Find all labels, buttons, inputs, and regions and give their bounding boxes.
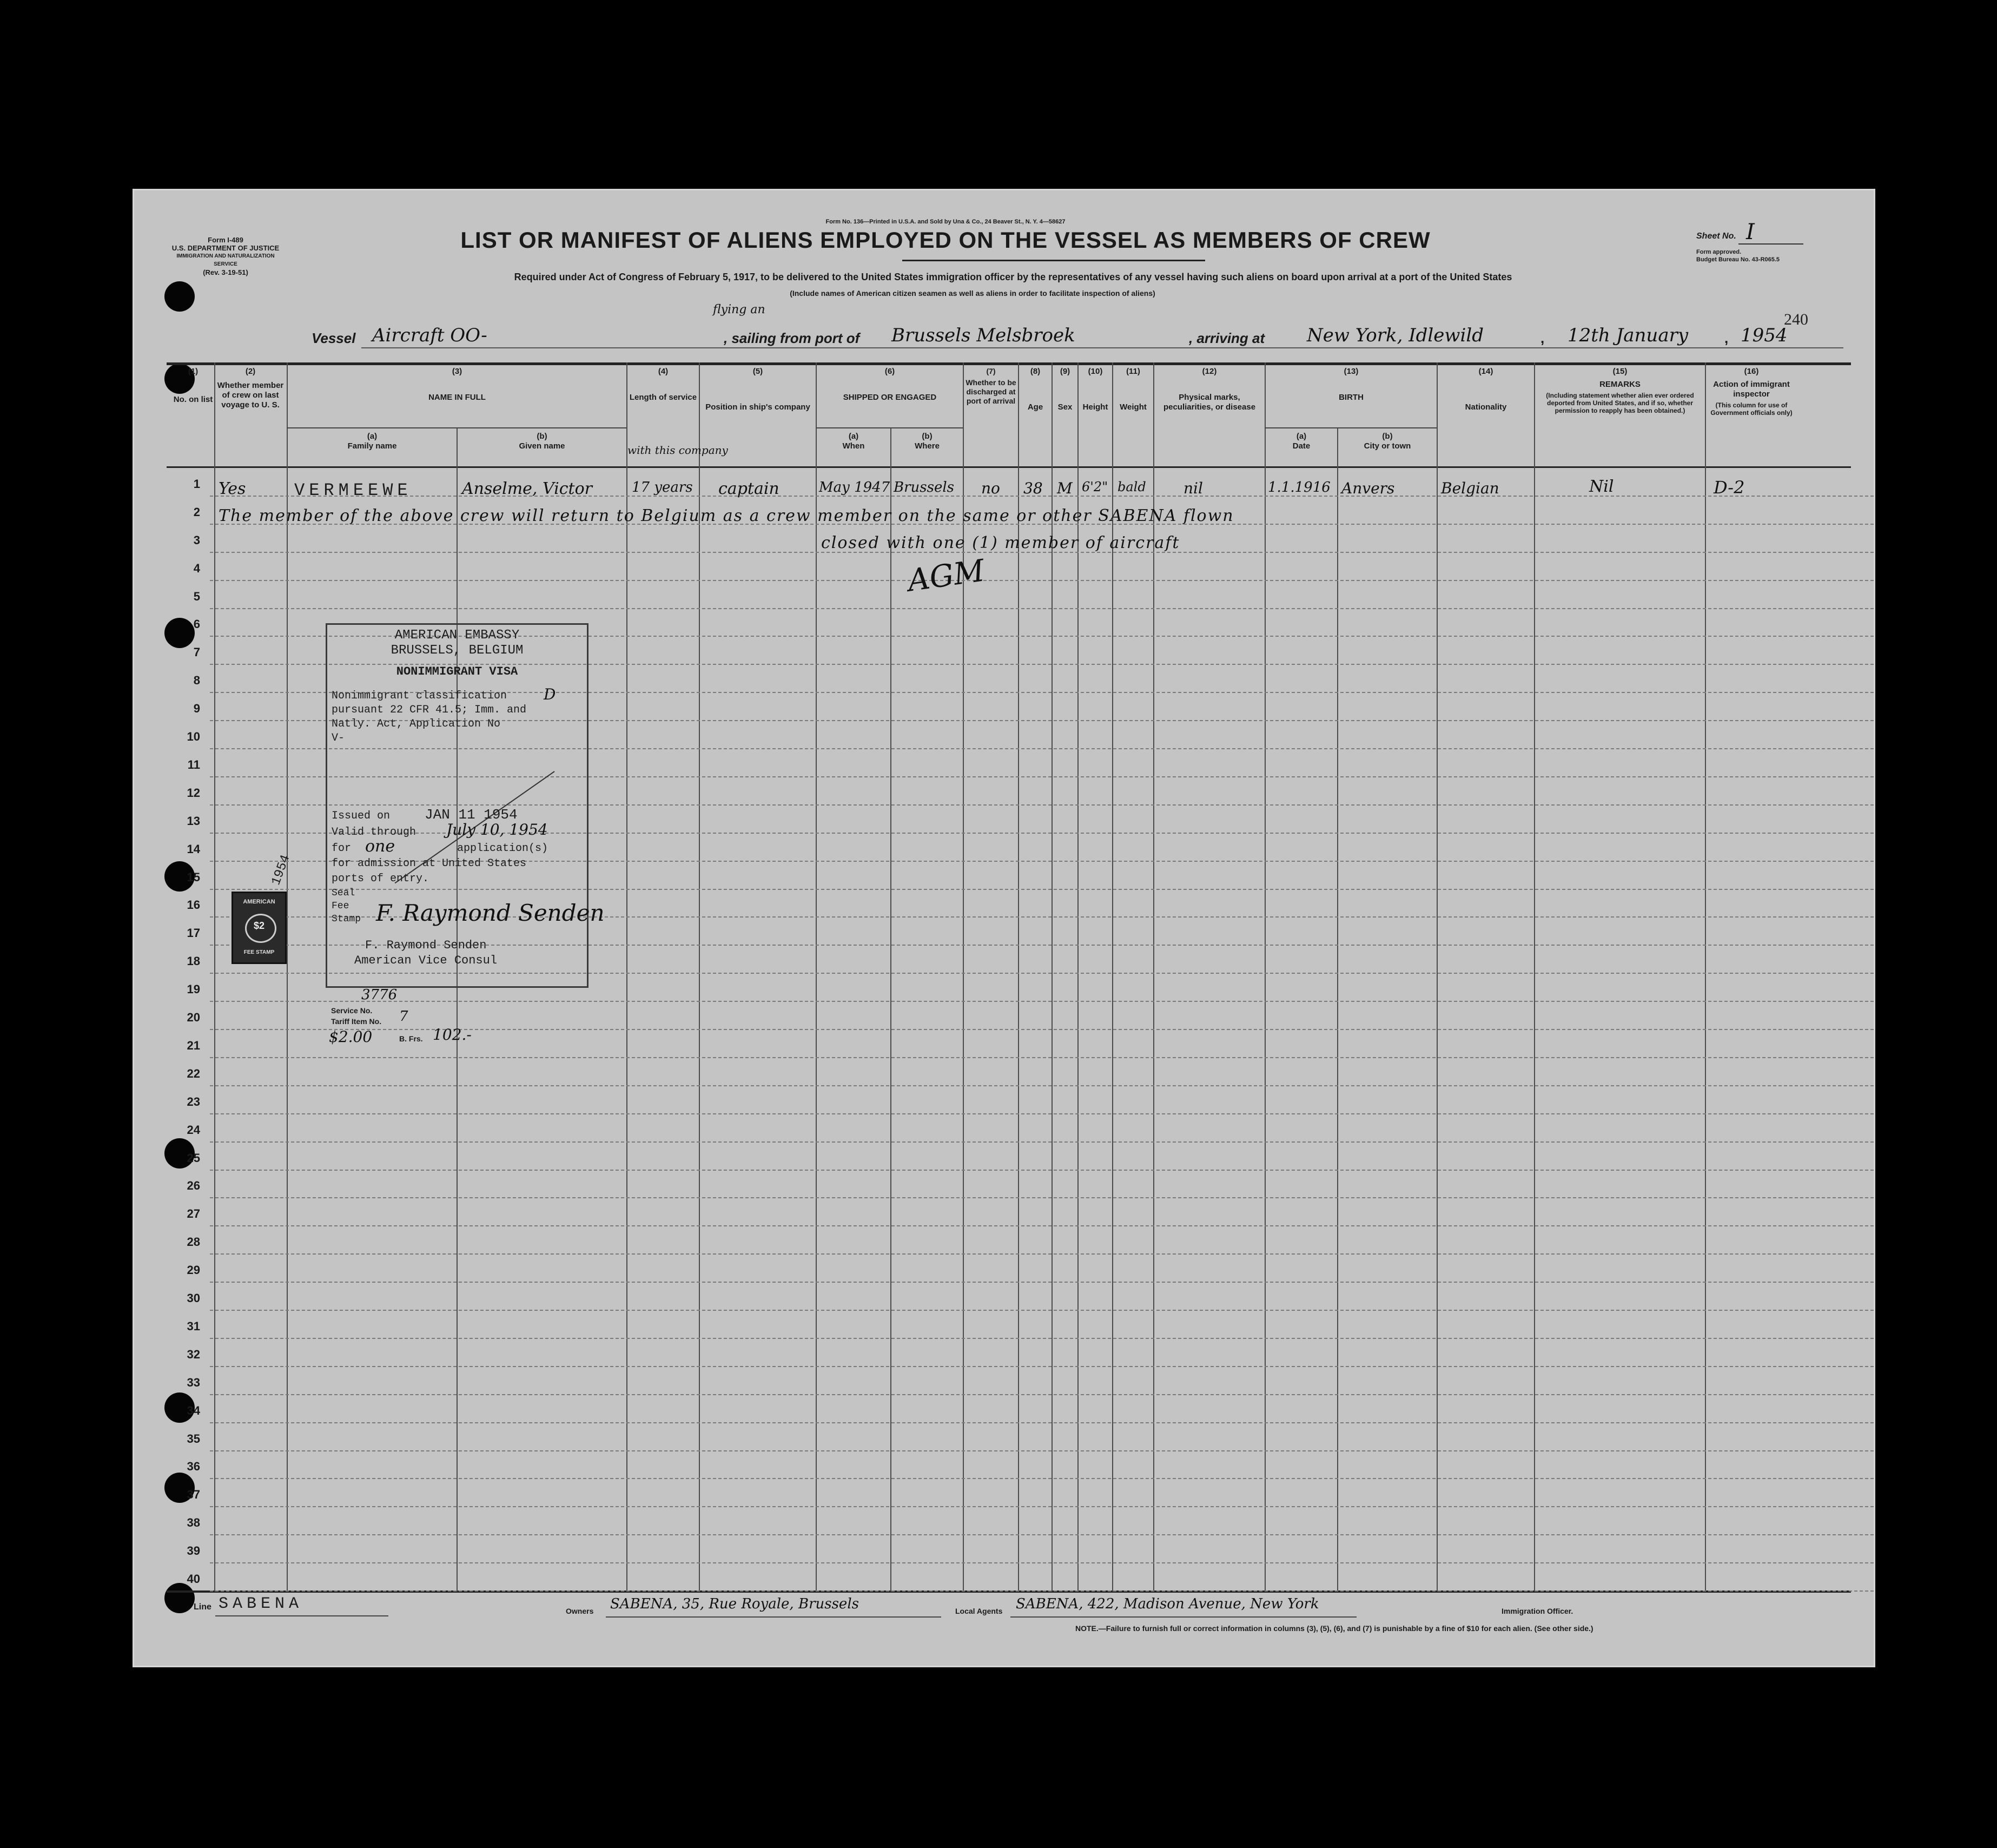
col-13a-label: Date	[1292, 441, 1311, 451]
row1-when: May 1947	[819, 479, 890, 496]
owners-underline	[606, 1616, 941, 1618]
row-number: 8	[193, 674, 200, 687]
stamp-line-1: AMERICAN EMBASSY	[394, 628, 520, 643]
col-6a-header	[817, 432, 890, 451]
stamp-stamp: Stamp	[332, 914, 361, 925]
col-13b-num: (b)	[1382, 432, 1393, 441]
stamp-class-value: D	[544, 685, 556, 703]
subheader-rule	[816, 427, 963, 428]
stamp-seal: Seal	[332, 888, 355, 899]
col-8-num: (8)	[1030, 367, 1041, 376]
col-13a-header	[1266, 432, 1337, 451]
page-title: LIST OR MANIFEST OF ALIENS EMPLOYED ON THE VESSEL AS MEMBERS OF CREW	[460, 227, 1431, 253]
col-1-label: No. on list	[173, 395, 213, 404]
stamp-for-suffix: application(s)	[457, 842, 548, 855]
col-6b-num: (b)	[922, 432, 933, 441]
col-3b-label: Given name	[519, 441, 565, 451]
row-number: 5	[193, 590, 200, 603]
col-3a-num: (a)	[367, 432, 378, 441]
row1-nationality: Belgian	[1441, 479, 1499, 497]
consul-name: F. Raymond Senden	[365, 939, 487, 952]
row-number: 19	[187, 982, 200, 996]
col-7-header	[964, 367, 1018, 406]
row-number: 7	[193, 645, 200, 659]
note-label: NOTE.	[1075, 1624, 1099, 1633]
row-number: 11	[187, 758, 200, 771]
date-value: 12th January	[1568, 325, 1689, 346]
row-rule	[210, 1590, 1874, 1592]
form-id-line: Form I-489	[208, 236, 243, 244]
service-line: IMMIGRATION AND NATURALIZATION SERVICE	[176, 253, 275, 267]
punch-hole	[164, 281, 195, 312]
comma-sep: ,	[1540, 330, 1545, 346]
flying-note: flying an	[713, 303, 765, 316]
col-9-num: (9)	[1060, 367, 1070, 376]
department-line: U.S. DEPARTMENT OF JUSTICE	[171, 244, 280, 252]
col-15-num: (15)	[1612, 367, 1628, 376]
row-number: 10	[187, 730, 200, 743]
stamp-valid-label: Valid through	[332, 826, 416, 839]
row1-discharged: no	[981, 479, 1000, 497]
col-9-label: Sex	[1057, 402, 1073, 412]
row-number: 27	[187, 1207, 200, 1220]
vessel-value: Aircraft OO-	[372, 325, 487, 346]
row-number: 17	[187, 926, 200, 940]
row-number: 20	[187, 1011, 200, 1024]
col-12-label: Physical marks, peculiarities, or disease	[1163, 393, 1256, 412]
col-2-header	[215, 367, 286, 410]
col-4-header	[627, 367, 699, 402]
col-3-num: (3)	[452, 367, 462, 376]
subheader-rule	[287, 427, 626, 428]
row-number: 36	[187, 1460, 200, 1473]
row-rule	[210, 1422, 1874, 1423]
fee-bfr-value: 102.-	[433, 1026, 472, 1044]
stamp-line-2: BRUSSELS, BELGIUM	[391, 643, 524, 658]
row-rule	[210, 1170, 1874, 1171]
row-number: 16	[187, 898, 200, 912]
revision-line: (Rev. 3-19-51)	[203, 268, 248, 276]
col-10-num: (10)	[1088, 367, 1103, 376]
voyage-underline	[361, 347, 1843, 348]
col-9-header	[1053, 367, 1077, 412]
fee-stamp-top: AMERICAN	[243, 899, 275, 905]
col-divider	[816, 362, 817, 1592]
col-1-num: (1)	[188, 367, 199, 376]
stamp-valid-value: July 10, 1954	[446, 821, 548, 839]
row-rule	[210, 1141, 1874, 1143]
row-number: 30	[187, 1291, 200, 1305]
row-number: 3	[193, 533, 200, 547]
row-rule	[210, 580, 1874, 581]
col-6-label: SHIPPED OR ENGAGED	[843, 393, 937, 402]
col-3a-header	[288, 432, 457, 451]
tariff-label: Tariff Item No.	[331, 1017, 382, 1026]
col-divider	[1337, 427, 1338, 1592]
row-number: 4	[193, 562, 200, 575]
col-14-label: Nationality	[1465, 402, 1507, 412]
col-divider	[1705, 362, 1706, 1592]
row-rule	[210, 1057, 1874, 1058]
col-13-header	[1266, 367, 1437, 402]
row-rule	[210, 1394, 1874, 1395]
row-rule	[210, 1450, 1874, 1451]
col-divider	[626, 362, 627, 1592]
col-divider	[1534, 362, 1535, 1592]
sheet-underline	[1738, 243, 1803, 245]
row-rule	[210, 1562, 1874, 1563]
row-rule	[210, 1085, 1874, 1086]
row-number: 37	[187, 1488, 200, 1501]
row-rule	[210, 608, 1874, 609]
row1-birth-date: 1.1.1916	[1268, 479, 1331, 496]
col-14-header	[1438, 367, 1534, 412]
col-13a-num: (a)	[1296, 432, 1307, 441]
row-number: 40	[187, 1572, 200, 1586]
row1-birth-city: Anvers	[1341, 479, 1395, 497]
col-3-header	[288, 367, 626, 402]
visa-stamp	[326, 623, 605, 988]
col-7-num: (7)	[986, 367, 996, 375]
stamp-line-3: NONIMMIGRANT VISA	[396, 665, 518, 678]
initials-mark: AGM	[905, 553, 987, 599]
sailing-label: , sailing from port of	[724, 330, 860, 346]
row1-physical: nil	[1183, 479, 1203, 497]
col-6b-label: Where	[915, 441, 940, 451]
agents-label: Local Agents	[955, 1607, 1003, 1615]
col-3b-header	[458, 432, 626, 451]
row-number: 2	[193, 505, 200, 519]
stamp-ports: ports of entry.	[332, 873, 429, 885]
row1-where: Brussels	[894, 479, 955, 496]
row-number: 15	[187, 870, 200, 884]
col-12-header	[1154, 367, 1265, 412]
row-rule	[210, 1506, 1874, 1507]
col-10-label: Height	[1082, 402, 1108, 412]
col-divider	[890, 427, 891, 1592]
col-14-num: (14)	[1478, 367, 1493, 376]
line-value: SABENA	[219, 1595, 303, 1613]
col-8-header	[1019, 367, 1052, 412]
col-11-label: Weight	[1120, 402, 1147, 412]
row-number: 18	[187, 954, 200, 968]
row-rule	[210, 1534, 1874, 1535]
row1-family-name: VERMEEWE	[294, 480, 412, 500]
owners-value: SABENA, 35, Rue Royale, Brussels	[610, 1596, 859, 1612]
stamp-issued-value: JAN 11 1954	[425, 807, 518, 823]
page-subtitle: Required under Act of Congress of February 5, 1917, to be delivered to the United States immigration officer by the representatives of any vessel having such aliens on board upon arrival at a port of the United States	[514, 272, 1512, 282]
row1-position: captain	[718, 479, 779, 498]
row-number: 39	[187, 1544, 200, 1557]
col-3a-label: Family name	[347, 441, 397, 451]
col-5-label: Position in ship's company	[705, 402, 810, 412]
tariff-value: 7	[399, 1008, 408, 1025]
note-text: —Failure to furnish full or correct information in columns (3), (5), (6), and (7) is punishable by a fine of $10 for each alien. (See other side.)	[1098, 1624, 1593, 1633]
footer-note	[1075, 1624, 1593, 1633]
col-4-num: (4)	[658, 367, 669, 376]
col-divider	[1437, 362, 1438, 1592]
col-divider	[287, 362, 288, 1592]
service-no-value: 3776	[361, 987, 398, 1003]
col-divider	[699, 362, 700, 1592]
row-number: 24	[187, 1123, 200, 1137]
row-rule	[210, 1310, 1874, 1311]
table-top-rule	[167, 362, 1851, 365]
row1-weight: bald	[1117, 479, 1146, 494]
table-header-rule	[167, 466, 1851, 468]
row-rule	[210, 1282, 1874, 1283]
row-number: 26	[187, 1179, 200, 1192]
fee-bfr-label: B. Frs.	[399, 1034, 423, 1043]
col-4-extra: with this company	[627, 444, 728, 457]
subheader-rule	[1265, 427, 1437, 428]
fee-stamp-bottom: FEE STAMP	[243, 949, 275, 955]
row-rule	[210, 1338, 1874, 1339]
row-number: 23	[187, 1095, 200, 1108]
row1-last-voyage: Yes	[219, 479, 246, 498]
owners-label: Owners	[566, 1607, 594, 1615]
row-number: 9	[193, 702, 200, 715]
col-6a-num: (a)	[848, 432, 859, 441]
col-divider	[214, 362, 215, 1592]
manifest-sheet	[134, 190, 1874, 1666]
col-2-label: Whether member of crew on last voyage to U. S.	[217, 381, 284, 410]
stamp-for-label: for	[332, 842, 352, 855]
col-6-num: (6)	[884, 367, 895, 376]
col-15-label: REMARKS	[1599, 380, 1641, 389]
col-13-num: (13)	[1344, 367, 1359, 376]
row-number: 21	[187, 1039, 200, 1052]
stamp-line-7: V-	[332, 732, 345, 744]
col-5-num: (5)	[752, 367, 763, 376]
fee-stamp-year: 1954	[269, 853, 294, 888]
col-16-label: Action of immigrant inspector	[1713, 380, 1790, 399]
col-divider	[1265, 362, 1266, 1592]
row-number: 14	[187, 842, 200, 856]
row-number: 34	[187, 1404, 200, 1417]
row3-statement: closed with one (1) member of aircraft	[821, 533, 1180, 552]
row-number: 12	[187, 786, 200, 800]
row-number: 32	[187, 1348, 200, 1361]
include-note: (Include names of American citizen seamen as well as aliens in order to facilitate inspection of aliens)	[790, 289, 1155, 298]
col-15-note: (Including statement whether alien ever ordered deported from United States, and if so, whether permission to reapply has been obtained.)	[1546, 392, 1694, 414]
col-3b-num: (b)	[537, 432, 547, 441]
row-rule	[210, 1366, 1874, 1367]
stamp-for-value: one	[365, 837, 395, 856]
sailing-value: Brussels Melsbroek	[891, 325, 1075, 346]
stamp-line-5: pursuant 22 CFR 41.5; Imm. and	[332, 704, 527, 716]
col-3-label: NAME IN FULL	[428, 393, 486, 402]
row-rule	[210, 1001, 1874, 1002]
sheet-label: Sheet No.	[1696, 232, 1736, 241]
comma-sep: ,	[1724, 330, 1729, 346]
agents-underline	[1010, 1616, 1357, 1618]
col-2-num: (2)	[245, 367, 256, 376]
form-approved: Form approved.	[1696, 249, 1742, 255]
row-rule	[210, 1113, 1874, 1114]
col-11-num: (11)	[1126, 367, 1140, 376]
row-rule	[210, 1253, 1874, 1255]
col-4-label: Length of service	[629, 393, 697, 402]
stamp-line-4: Nonimmigrant classification	[332, 690, 507, 702]
col-1-header	[172, 367, 214, 405]
vessel-label: Vessel	[312, 330, 356, 346]
stamp-issued-label: Issued on	[332, 810, 391, 822]
row-number: 1	[193, 477, 200, 491]
row1-inspector-action: D-2	[1714, 477, 1745, 498]
line-label: Line	[194, 1602, 211, 1612]
row-number: 31	[187, 1319, 200, 1333]
row-number: 6	[193, 617, 200, 631]
printer-line: Form No. 136—Printed in U.S.A. and Sold by Una & Co., 24 Beaver St., N. Y. 4—58627	[825, 219, 1066, 225]
row1-given-name: Anselme, Victor	[462, 479, 592, 498]
budget-bureau: Budget Bureau No. 43-R065.5	[1696, 256, 1780, 263]
col-5-header	[700, 367, 816, 412]
agents-value: SABENA, 422, Madison Avenue, New York	[1016, 1596, 1319, 1612]
stamp-fee: Fee	[332, 901, 349, 912]
punch-hole	[164, 1583, 195, 1613]
col-16-header	[1706, 367, 1797, 417]
arriving-label: , arriving at	[1189, 330, 1265, 346]
year-value: 1954	[1741, 325, 1788, 346]
consul-title: American Vice Consul	[354, 954, 498, 967]
service-no-label: Service No.	[331, 1006, 373, 1015]
immigration-label: Immigration Officer.	[1502, 1607, 1573, 1615]
col-12-num: (12)	[1202, 367, 1217, 376]
page-number: 240	[1784, 311, 1808, 328]
col-16-num: (16)	[1744, 367, 1759, 376]
row-number: 25	[187, 1151, 200, 1165]
row-rule	[210, 1225, 1874, 1226]
row-number: 29	[187, 1263, 200, 1277]
arriving-value: New York, Idlewild	[1307, 325, 1484, 346]
row1-service: 17 years	[632, 479, 693, 496]
sheet-value: I	[1746, 220, 1755, 245]
row-rule	[210, 1197, 1874, 1198]
row-rule	[210, 1478, 1874, 1479]
row-number: 28	[187, 1235, 200, 1249]
col-15-header	[1535, 367, 1705, 414]
col-13-label: BIRTH	[1339, 393, 1364, 402]
col-10-header	[1079, 367, 1112, 412]
row1-age: 38	[1023, 479, 1043, 497]
fee-stamp	[232, 892, 287, 964]
col-11-header	[1113, 367, 1153, 412]
col-6-header	[817, 367, 963, 402]
col-8-label: Age	[1027, 402, 1043, 412]
row1-remarks: Nil	[1589, 477, 1614, 496]
row1-height: 6'2"	[1082, 479, 1108, 494]
col-7-label: Whether to be discharged at port of arrival	[966, 378, 1016, 405]
col-divider	[457, 427, 458, 1592]
row1-sex: M	[1057, 479, 1073, 497]
title-underline	[902, 260, 1205, 261]
row-number: 35	[187, 1432, 200, 1446]
col-6b-header	[891, 432, 963, 451]
row-number: 22	[187, 1067, 200, 1080]
row-number: 33	[187, 1376, 200, 1389]
col-16-note: (This column for use of Government officials only)	[1710, 401, 1793, 417]
fee-usd: $2.00	[329, 1028, 373, 1046]
stamp-line-6: Natly. Act, Application No	[332, 718, 501, 730]
line-underline	[215, 1615, 388, 1616]
col-13b-label: City or town	[1364, 441, 1411, 451]
stamp-admission: for admission at United States	[332, 857, 527, 870]
col-6a-label: When	[842, 441, 865, 451]
row-number: 38	[187, 1516, 200, 1529]
col-13b-header	[1338, 432, 1437, 451]
row2-statement: The member of the above crew will return to Belgium as a crew member on the same or other SABENA flown	[219, 506, 1234, 525]
consul-signature: F. Raymond Senden	[376, 900, 605, 926]
form-id-block	[169, 236, 282, 276]
row-number: 13	[187, 814, 200, 828]
fee-stamp-value: $2	[253, 920, 265, 931]
